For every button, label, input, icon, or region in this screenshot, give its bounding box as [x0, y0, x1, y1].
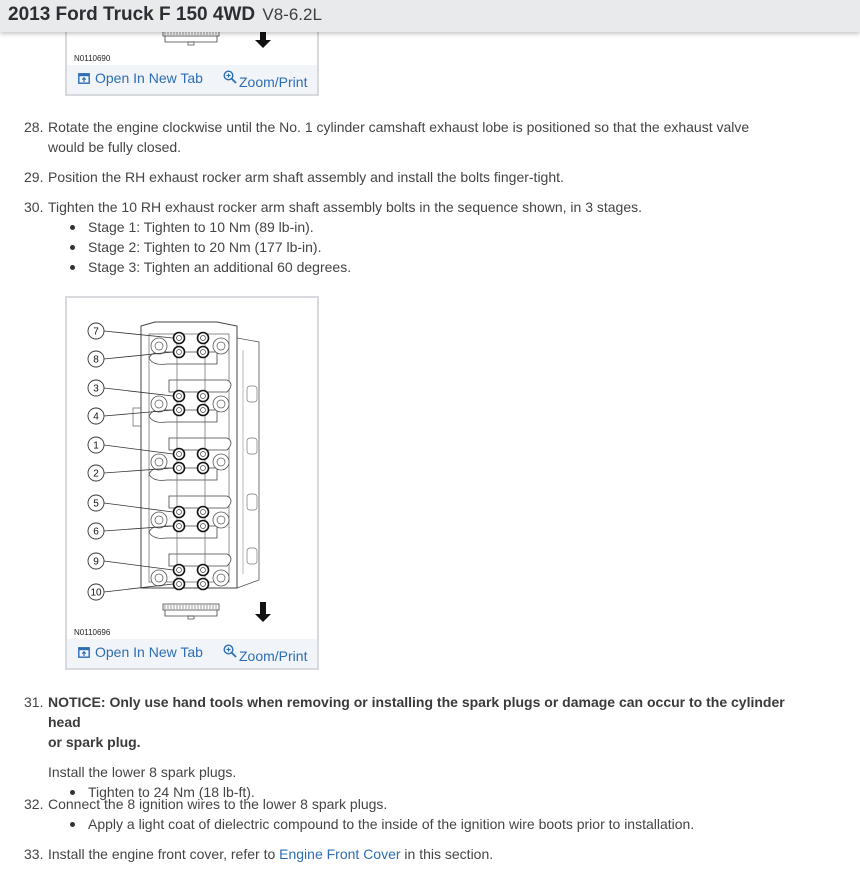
step-31 [24, 692, 794, 802]
open-new-tab-icon [78, 647, 90, 658]
step-29 [24, 167, 794, 187]
bolt-marker [198, 333, 209, 344]
open-in-new-tab-label: Open In New Tab [95, 70, 203, 86]
step-text-line-2: would be fully closed. [48, 139, 182, 155]
bolt-marker [174, 565, 185, 576]
bolt-marker [174, 449, 185, 460]
callout-label: 1 [93, 440, 99, 452]
zoom-in-icon [223, 644, 237, 658]
page-title [8, 4, 322, 26]
text-after-link: in this section. [400, 846, 494, 862]
bolt-marker [198, 521, 209, 532]
zoom-print-label: Zoom/Print [239, 74, 308, 90]
cylinder-head-bolt-sequence-diagram [67, 298, 317, 639]
stage-list [48, 217, 794, 277]
down-arrow-icon [255, 30, 271, 48]
figure-id: N0110690 [74, 54, 111, 63]
step-number: 33. [24, 846, 44, 862]
callout-label: 8 [93, 354, 99, 366]
bolt-marker [174, 463, 185, 474]
step-number: 31. [24, 694, 44, 710]
zoom-print-link[interactable] [223, 644, 307, 664]
page-header [0, 0, 860, 32]
bolt-marker [198, 565, 209, 576]
callout-label: 2 [93, 468, 99, 480]
bolt-marker [174, 391, 185, 402]
open-in-new-tab-link[interactable] [78, 70, 203, 86]
bolt-marker [198, 579, 209, 590]
notice-line-1: NOTICE: Only use hand tools when removing or installing the spark plugs or damage can occur to the cylinder head [48, 694, 785, 730]
bolt-marker [198, 507, 209, 518]
text-before-link: Install the engine front cover, refer to [48, 846, 280, 862]
callout-label: 9 [93, 556, 99, 568]
bolt-marker [198, 391, 209, 402]
bolt-marker [174, 521, 185, 532]
list-item: Apply a light coat of dielectric compound to the inside of the ignition wire boots prior to installation. [48, 814, 794, 834]
note-list [48, 814, 794, 834]
step-text-line-1: Rotate the engine clockwise until the No. 1 cylinder camshaft exhaust lobe is positioned so that the exhaust valve [48, 119, 750, 135]
open-in-new-tab-label: Open In New Tab [95, 644, 203, 660]
bolt-marker [174, 405, 185, 416]
engine-spec: V8-6.2L [262, 5, 322, 24]
callout-label: 7 [93, 326, 99, 338]
down-arrow-icon [255, 602, 271, 622]
list-item: Stage 3: Tighten an additional 60 degrees. [48, 257, 794, 277]
vehicle-name: 2013 Ford Truck F 150 4WD [8, 4, 256, 25]
figure-image[interactable] [67, 298, 317, 639]
open-new-tab-icon [78, 73, 90, 84]
zoom-print-label: Zoom/Print [239, 648, 308, 664]
step-33 [24, 844, 794, 864]
step-text: Tighten the 10 RH exhaust rocker arm shaft assembly bolts in the sequence shown, in 3 stages. [48, 199, 643, 215]
bolt-marker [174, 579, 185, 590]
engine-front-cover-link[interactable]: Engine Front Cover [279, 846, 401, 862]
notice-line-2: or spark plug. [48, 734, 141, 750]
figure-n0110696 [65, 296, 319, 670]
bolt-marker [198, 463, 209, 474]
bolt-marker [198, 449, 209, 460]
callout-label: 3 [93, 383, 99, 395]
zoom-in-icon [223, 70, 237, 84]
step-number: 32. [24, 796, 44, 812]
callout-label: 6 [93, 526, 99, 538]
bolt-marker [174, 333, 185, 344]
list-item: Tighten to 24 Nm (18 lb-ft). [48, 782, 794, 802]
bolt-marker [198, 405, 209, 416]
step-number: 28. [24, 119, 44, 135]
bolt-marker [174, 507, 185, 518]
figure-actions [67, 65, 317, 94]
open-in-new-tab-link[interactable] [78, 644, 203, 660]
step-30 [24, 197, 794, 277]
figure-id: N0110696 [74, 628, 111, 637]
zoom-print-link[interactable] [223, 70, 307, 90]
step-text: Position the RH exhaust rocker arm shaft assembly and install the bolts finger-tight. [48, 169, 564, 185]
step-text [48, 844, 794, 864]
bolt-marker [174, 347, 185, 358]
list-item: Stage 2: Tighten to 20 Nm (177 lb-in). [48, 237, 794, 257]
step-28 [24, 117, 794, 157]
callout-label: 10 [90, 587, 102, 599]
step-number: 29. [24, 169, 44, 185]
callout-label: 4 [93, 411, 99, 423]
bolt-marker [198, 347, 209, 358]
figure-actions [67, 639, 317, 668]
notice-text [48, 692, 794, 752]
list-item: Stage 1: Tighten to 10 Nm (89 lb-in). [48, 217, 794, 237]
step-number: 30. [24, 199, 44, 215]
step-32 [24, 794, 794, 834]
step-text: Connect the 8 ignition wires to the lower 8 spark plugs. [48, 796, 388, 812]
step-text: Install the lower 8 spark plugs. [48, 764, 237, 780]
callout-label: 5 [93, 498, 99, 510]
